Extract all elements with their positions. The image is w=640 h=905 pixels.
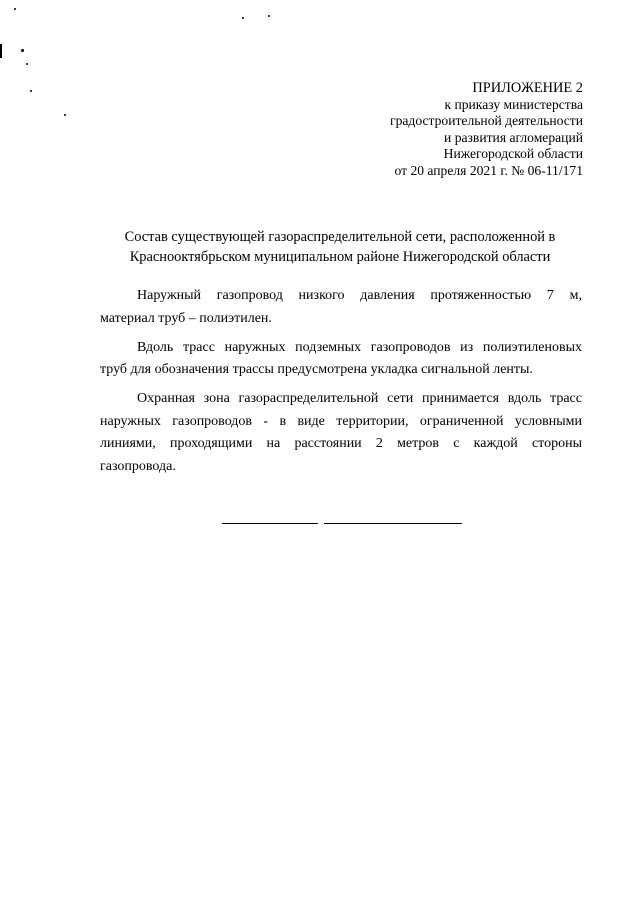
appendix-region-line: Нижегородской области (443, 146, 583, 162)
paragraph-line: материал труб – полиэтилен. (100, 310, 272, 326)
paragraph-line: линиями, проходящими на расстоянии 2 метров с каждой стороны (100, 436, 582, 452)
appendix-ministry-line: и развития агломераций (444, 129, 583, 145)
scan-speck (64, 114, 66, 116)
paragraph-signal-tape (100, 337, 582, 382)
paragraph-protection-zone (100, 388, 582, 478)
appendix-title: ПРИЛОЖЕНИЕ 2 (472, 80, 583, 96)
paragraph-pipeline (100, 285, 582, 330)
closing-rule-gap (318, 522, 324, 525)
scan-speck (26, 63, 28, 65)
paragraph-line: труб для обозначения трассы предусмотрена укладка сигнальной ленты. (100, 362, 533, 378)
appendix-order-line: к приказу министерства (444, 96, 583, 112)
paragraph-line: Наружный газопровод низкого давления протяженностью 7 м, (137, 288, 582, 303)
scan-speck (21, 49, 24, 52)
appendix-date-number: от 20 апреля 2021 г. № 06-11/171 (394, 162, 583, 178)
paragraph-line: наружных газопроводов - в виде территории, ограниченной условными (100, 413, 582, 429)
closing-rule (222, 523, 462, 524)
document-body (100, 285, 582, 485)
scan-speck (268, 15, 270, 17)
document-title (60, 227, 620, 267)
paragraph-line: газопровода. (100, 458, 176, 474)
scan-speck (242, 17, 244, 19)
paragraph-line: Вдоль трасс наружных подземных газопроводов из полиэтиленовых (137, 339, 582, 355)
appendix-header (390, 80, 583, 180)
document-title-line: Краснооктябрьском муниципальном районе Нижегородской области (129, 249, 551, 265)
appendix-ministry-line: градостроительной деятельности (390, 113, 583, 129)
scan-speck (14, 8, 16, 10)
document-title-line: Состав существующей газораспределительной сети, расположенной в (124, 229, 556, 245)
scan-edge-mark (0, 44, 2, 58)
scan-speck (30, 90, 32, 92)
paragraph-line: Охранная зона газораспределительной сети принимается вдоль трасс (137, 391, 582, 407)
